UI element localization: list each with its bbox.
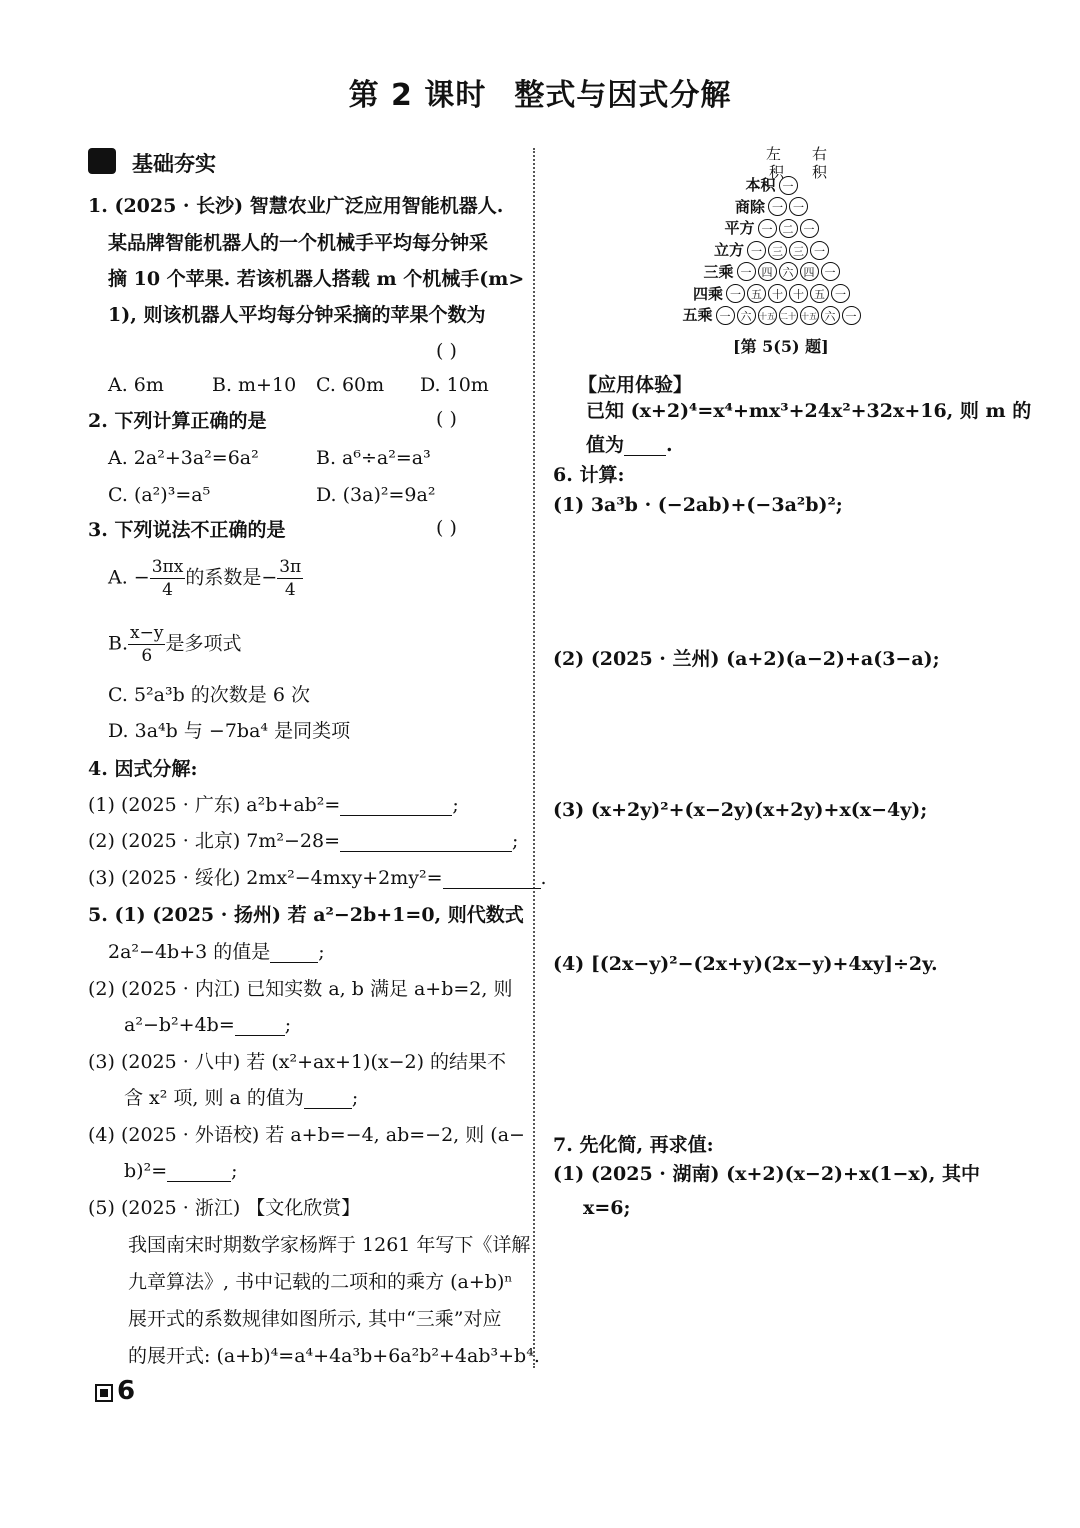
q5-5-text-4: 的展开式: (a+b)⁴=a⁴+4a³b+6a²b²+4ab³+b⁴. (128, 1345, 540, 1367)
apply-line-1: 已知 (x+2)⁴=x⁴+mx³+24x²+32x+16, 则 m 的 (586, 400, 1032, 422)
q5-4-line-2: b)²= ; (124, 1160, 238, 1182)
apply-heading: 【应用体验】 (578, 374, 693, 396)
triangle-coefficient: 一 (779, 176, 798, 195)
triangle-coefficient: 一 (821, 262, 840, 281)
triangle-row (725, 217, 821, 237)
q7-line-2: x=6; (583, 1197, 631, 1219)
triangle-coefficient: 一 (810, 241, 829, 260)
q6-item-3: (3) (x+2y)²+(x−2y)(x+2y)+x(x−4y); (553, 799, 928, 821)
section-heading: 基础夯实 (132, 152, 216, 176)
triangle-label-left-2: 积 (769, 163, 785, 181)
q5-3-line-2: 含 x² 项, 则 a 的值为 ; (124, 1087, 359, 1109)
triangle-row (704, 261, 842, 281)
q3-option-c[interactable]: C. 5²a³b 的次数是 6 次 (108, 684, 310, 706)
q1-option-b[interactable]: B. m+10 (212, 374, 297, 396)
q5-5-text-2: 九章算法》, 书中记载的二项和的乘方 (a+b)ⁿ (128, 1271, 513, 1293)
triangle-coefficient: 一 (831, 284, 850, 303)
triangle-coefficient: 一 (800, 219, 819, 238)
q1-option-c[interactable]: C. 60m (316, 374, 385, 396)
triangle-row (746, 174, 800, 194)
triangle-coefficient: 五 (810, 284, 829, 303)
triangle-row-label: 平方 (724, 219, 755, 238)
q5-4-blank[interactable] (167, 1163, 231, 1182)
q5-4-line-1: (4) (2025 · 外语校) 若 a+b=−4, ab=−2, 则 (a− (88, 1124, 525, 1146)
triangle-coefficient: 一 (758, 219, 777, 238)
q3-option-a[interactable]: A. − $\frac{3\pi x}{4}$ 的系数是− $\frac{3\pi}{4}$ (108, 557, 302, 600)
q4-stem: 4. 因式分解: (88, 758, 198, 780)
q4-blank-1[interactable] (340, 797, 452, 816)
triangle-row-label: 立方 (714, 241, 745, 260)
q4-item-1: (1) (2025 · 广东) a²b+ab²= ; (88, 794, 459, 816)
q3-answer-paren[interactable]: ( ) (436, 517, 457, 539)
book-icon (88, 148, 116, 174)
triangle-coefficient: 六 (821, 306, 840, 325)
triangle-coefficient: 一 (842, 306, 861, 325)
q4-blank-2[interactable] (340, 833, 512, 852)
page-number: 6 (117, 1376, 136, 1406)
q5-3-line-1: (3) (2025 · 八中) 若 (x²+ax+1)(x−2) 的结果不 (88, 1051, 507, 1073)
q6-item-4: (4) [(2x−y)²−(2x+y)(2x−y)+4xy]÷2y. (553, 953, 938, 975)
q6-item-1: (1) 3a³b · (−2ab)+(−3a²b)²; (553, 494, 843, 516)
q6-stem: 6. 计算: (553, 464, 625, 486)
q1-line-2: 某品牌智能机器人的一个机械手平均每分钟采 (108, 232, 489, 254)
q2-option-d[interactable]: D. (3a)²=9a² (316, 484, 436, 506)
q5-1-line-1: 5. (1) (2025 · 扬州) 若 a²−2b+1=0, 则代数式 (88, 904, 524, 926)
q5-1-line-2: 2a²−4b+3 的值是 ; (108, 941, 325, 963)
triangle-row (735, 196, 810, 216)
triangle-coefficient: 十 (789, 284, 808, 303)
apply-line-2: 值为 . (586, 434, 673, 456)
q6-item-2: (2) (2025 · 兰州) (a+2)(a−2)+a(3−a); (553, 648, 940, 670)
q5-2-line-1: (2) (2025 · 内江) 已知实数 a, b 满足 a+b=2, 则 (88, 978, 513, 1000)
q1-line-3: 摘 10 个苹果. 若该机器人搭载 m 个机械手(m> (108, 268, 525, 290)
triangle-row-label: 五乘 (682, 306, 713, 325)
q1-line-1: 1. (2025 · 长沙) 智慧农业广泛应用智能机器人. (88, 195, 504, 217)
q7-line-1: (1) (2025 · 湖南) (x+2)(x−2)+x(1−x), 其中 (553, 1163, 980, 1185)
triangle-coefficient: 一 (789, 197, 808, 216)
triangle-coefficient: 三 (789, 241, 808, 260)
triangle-coefficient: 六 (737, 306, 756, 325)
q5-5-text-1: 我国南宋时期数学家杨辉于 1261 年写下《详解 (128, 1234, 531, 1256)
q3-option-b[interactable]: B. $\frac{x-y}{6}$ 是多项式 (108, 623, 242, 666)
triangle-row (683, 304, 863, 324)
triangle-coefficient: 五 (747, 284, 766, 303)
q1-answer-paren[interactable]: ( ) (436, 340, 457, 362)
q1-line-4: 1), 则该机器人平均每分钟采摘的苹果个数为 (108, 304, 486, 326)
triangle-coefficient: 十 (768, 284, 787, 303)
q3-option-d[interactable]: D. 3a⁴b 与 −7ba⁴ 是同类项 (108, 720, 351, 742)
q5-5-text-3: 展开式的系数规律如图所示, 其中“三乘”对应 (128, 1308, 502, 1330)
column-divider (533, 148, 535, 1368)
triangle-row (714, 239, 831, 259)
q4-blank-3[interactable] (443, 870, 541, 889)
triangle-coefficient: 一 (737, 262, 756, 281)
q5-1-blank[interactable] (270, 944, 318, 963)
q7-stem: 7. 先化简, 再求值: (553, 1134, 714, 1156)
triangle-coefficient: 三 (768, 241, 787, 260)
triangle-caption: [第 5(5) 题] (733, 337, 829, 356)
q2-answer-paren[interactable]: ( ) (436, 408, 457, 430)
q2-option-b[interactable]: B. a⁶÷a²=a³ (316, 447, 431, 469)
triangle-coefficient: 一 (726, 284, 745, 303)
q5-3-blank[interactable] (304, 1090, 352, 1109)
triangle-coefficient: 四 (800, 262, 819, 281)
triangle-coefficient: 六 (779, 262, 798, 281)
page-title: 第 2 课时 整式与因式分解 (348, 78, 732, 113)
q2-option-c[interactable]: C. (a²)³=a⁵ (108, 484, 211, 506)
triangle-coefficient: 十五 (800, 306, 819, 325)
q5-2-blank[interactable] (235, 1017, 285, 1036)
q4-item-3: (3) (2025 · 绥化) 2mx²−4mxy+2my²= . (88, 867, 547, 889)
page-icon (95, 1384, 113, 1402)
triangle-row-label: 本积 (745, 176, 776, 194)
triangle-coefficient: 一 (716, 306, 735, 325)
q5-2-line-2: a²−b²+4b= ; (124, 1014, 292, 1036)
triangle-coefficient: 一 (747, 241, 766, 260)
triangle-label-left: 左 (766, 145, 782, 163)
q4-item-2: (2) (2025 · 北京) 7m²−28= ; (88, 830, 519, 852)
q2-option-a[interactable]: A. 2a²+3a²=6a² (108, 447, 259, 469)
triangle-row-label: 四乘 (693, 284, 724, 303)
triangle-coefficient: 十五 (758, 306, 777, 325)
triangle-row-label: 三乘 (703, 262, 734, 281)
triangle-label-right: 右 (812, 145, 828, 163)
q5-5-heading: (5) (2025 · 浙江) 【文化欣赏】 (88, 1197, 361, 1219)
q1-option-d[interactable]: D. 10m (420, 374, 489, 396)
apply-blank[interactable] (624, 437, 666, 456)
triangle-coefficient: 一 (768, 197, 787, 216)
triangle-coefficient: 二 (779, 219, 798, 238)
q1-option-a[interactable]: A. 6m (108, 374, 164, 396)
triangle-row-label: 商除 (735, 197, 766, 216)
triangle-label-right-2: 积 (812, 163, 828, 181)
triangle-row (693, 283, 852, 303)
triangle-coefficient: 二十 (779, 306, 798, 325)
triangle-coefficient: 四 (758, 262, 777, 281)
q2-stem: 2. 下列计算正确的是 (88, 410, 267, 432)
q3-stem: 3. 下列说法不正确的是 (88, 519, 286, 541)
